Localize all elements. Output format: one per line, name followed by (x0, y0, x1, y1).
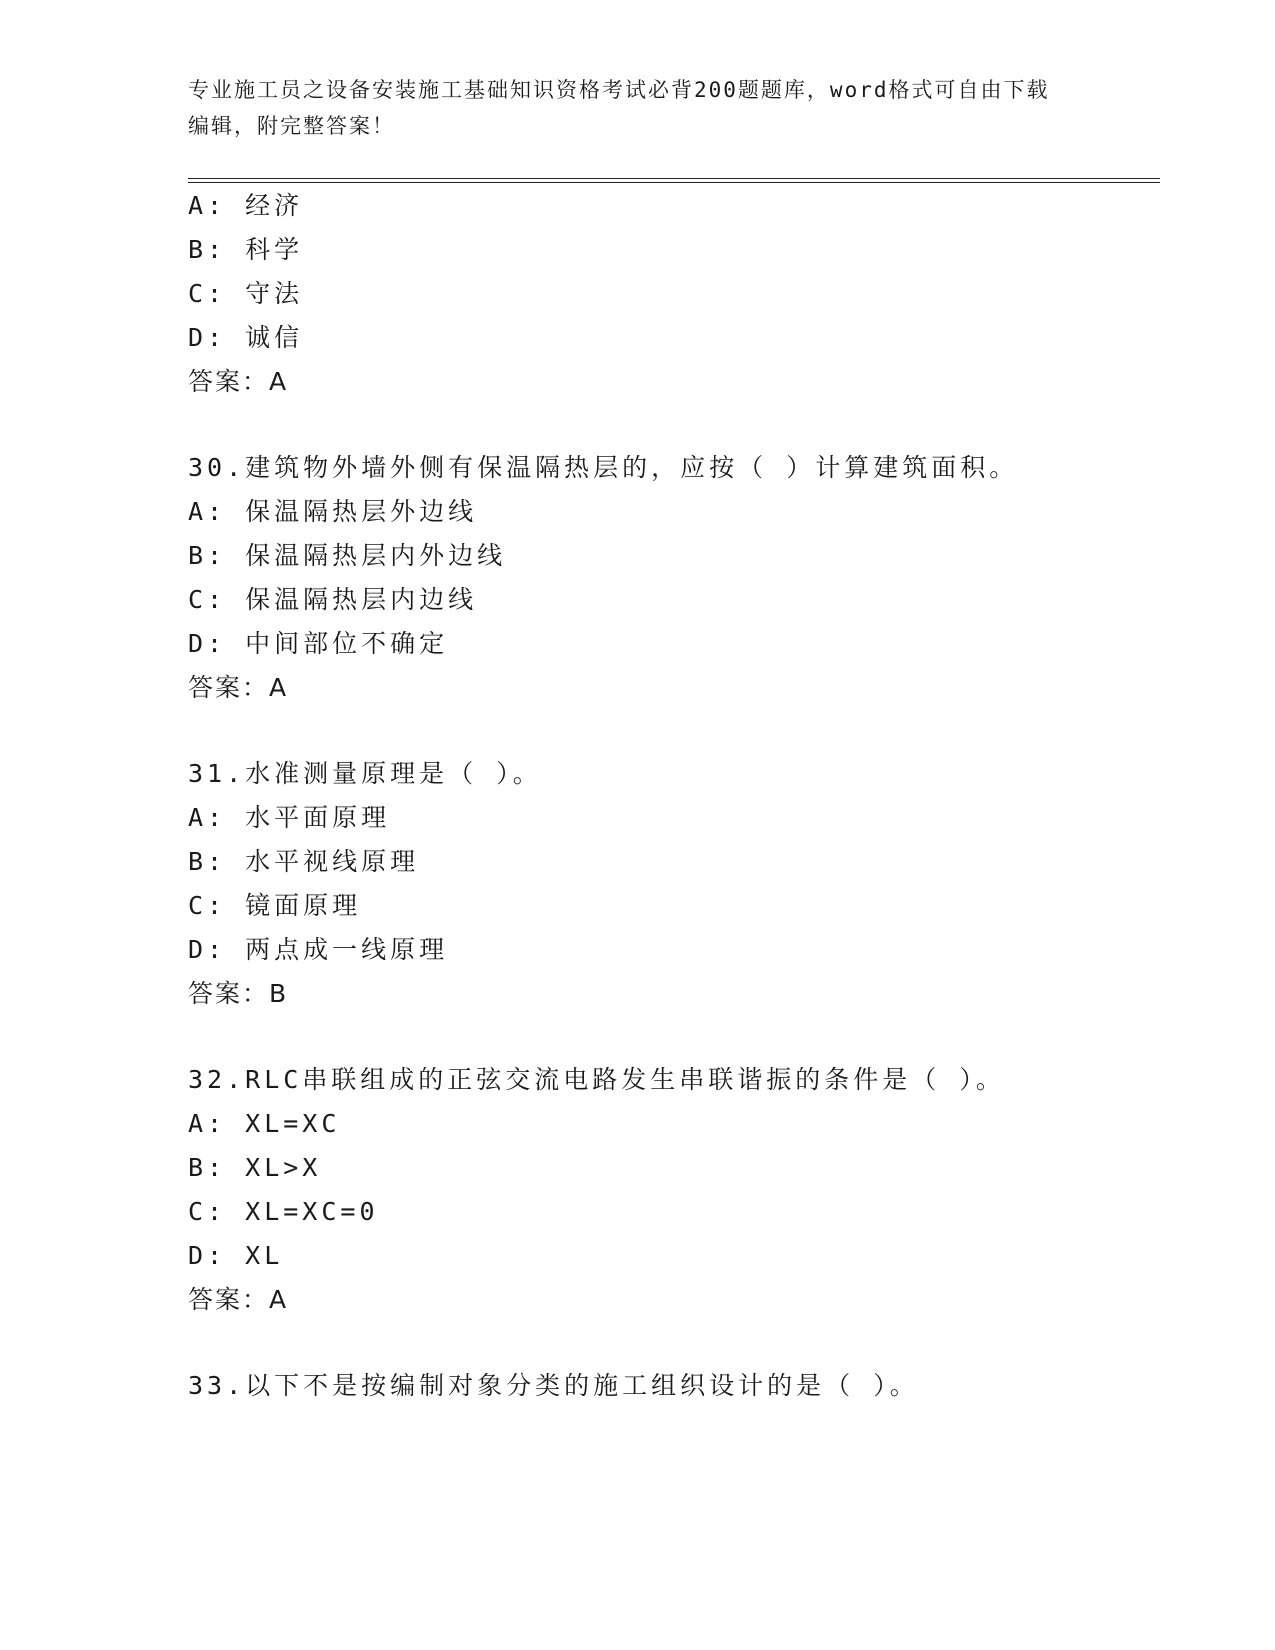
q32-answer: 答案：A (188, 1285, 289, 1314)
q32-option-d: D: XL (188, 1241, 284, 1270)
q29-option-c: C: 守法 (188, 279, 304, 308)
q30-answer: 答案：A (188, 673, 289, 702)
q32-option-a: A: XL=XC (188, 1109, 341, 1138)
q29-option-d: D: 诚信 (188, 323, 304, 352)
q31-option-d: D: 两点成一线原理 (188, 935, 449, 964)
header-divider (188, 178, 1160, 183)
q31-question: 31.水准测量原理是（ ）。 (188, 759, 542, 788)
document-title: 专业施工员之设备安装施工基础知识资格考试必背200题题库，word格式可自由下载编辑，附完整答案！ (188, 78, 1050, 138)
q32-question: 32.RLC串联组成的正弦交流电路发生串联谐振的条件是（ ）。 (188, 1065, 1005, 1094)
q29-option-b: B: 科学 (188, 235, 304, 264)
q33-question: 33.以下不是按编制对象分类的施工组织设计的是（ ）。 (188, 1371, 919, 1400)
q31-option-c: C: 镜面原理 (188, 891, 362, 920)
q31-answer: 答案：B (188, 979, 289, 1008)
q29-option-a: A: 经济 (188, 191, 304, 220)
q31-option-b: B: 水平视线原理 (188, 847, 420, 876)
q30-option-d: D: 中间部位不确定 (188, 629, 449, 658)
q30-option-c: C: 保温隔热层内边线 (188, 585, 478, 614)
q31-option-a: A: 水平面原理 (188, 803, 391, 832)
q30-option-b: B: 保温隔热层内外边线 (188, 541, 507, 570)
q32-option-b: B: XL>X (188, 1153, 322, 1182)
q30-option-a: A: 保温隔热层外边线 (188, 497, 478, 526)
q29-answer: 答案：A (188, 367, 289, 396)
q30-question: 30.建筑物外墙外侧有保温隔热层的，应按（ ）计算建筑面积。 (188, 453, 1019, 482)
q32-option-c: C: XL=XC=0 (188, 1197, 379, 1226)
